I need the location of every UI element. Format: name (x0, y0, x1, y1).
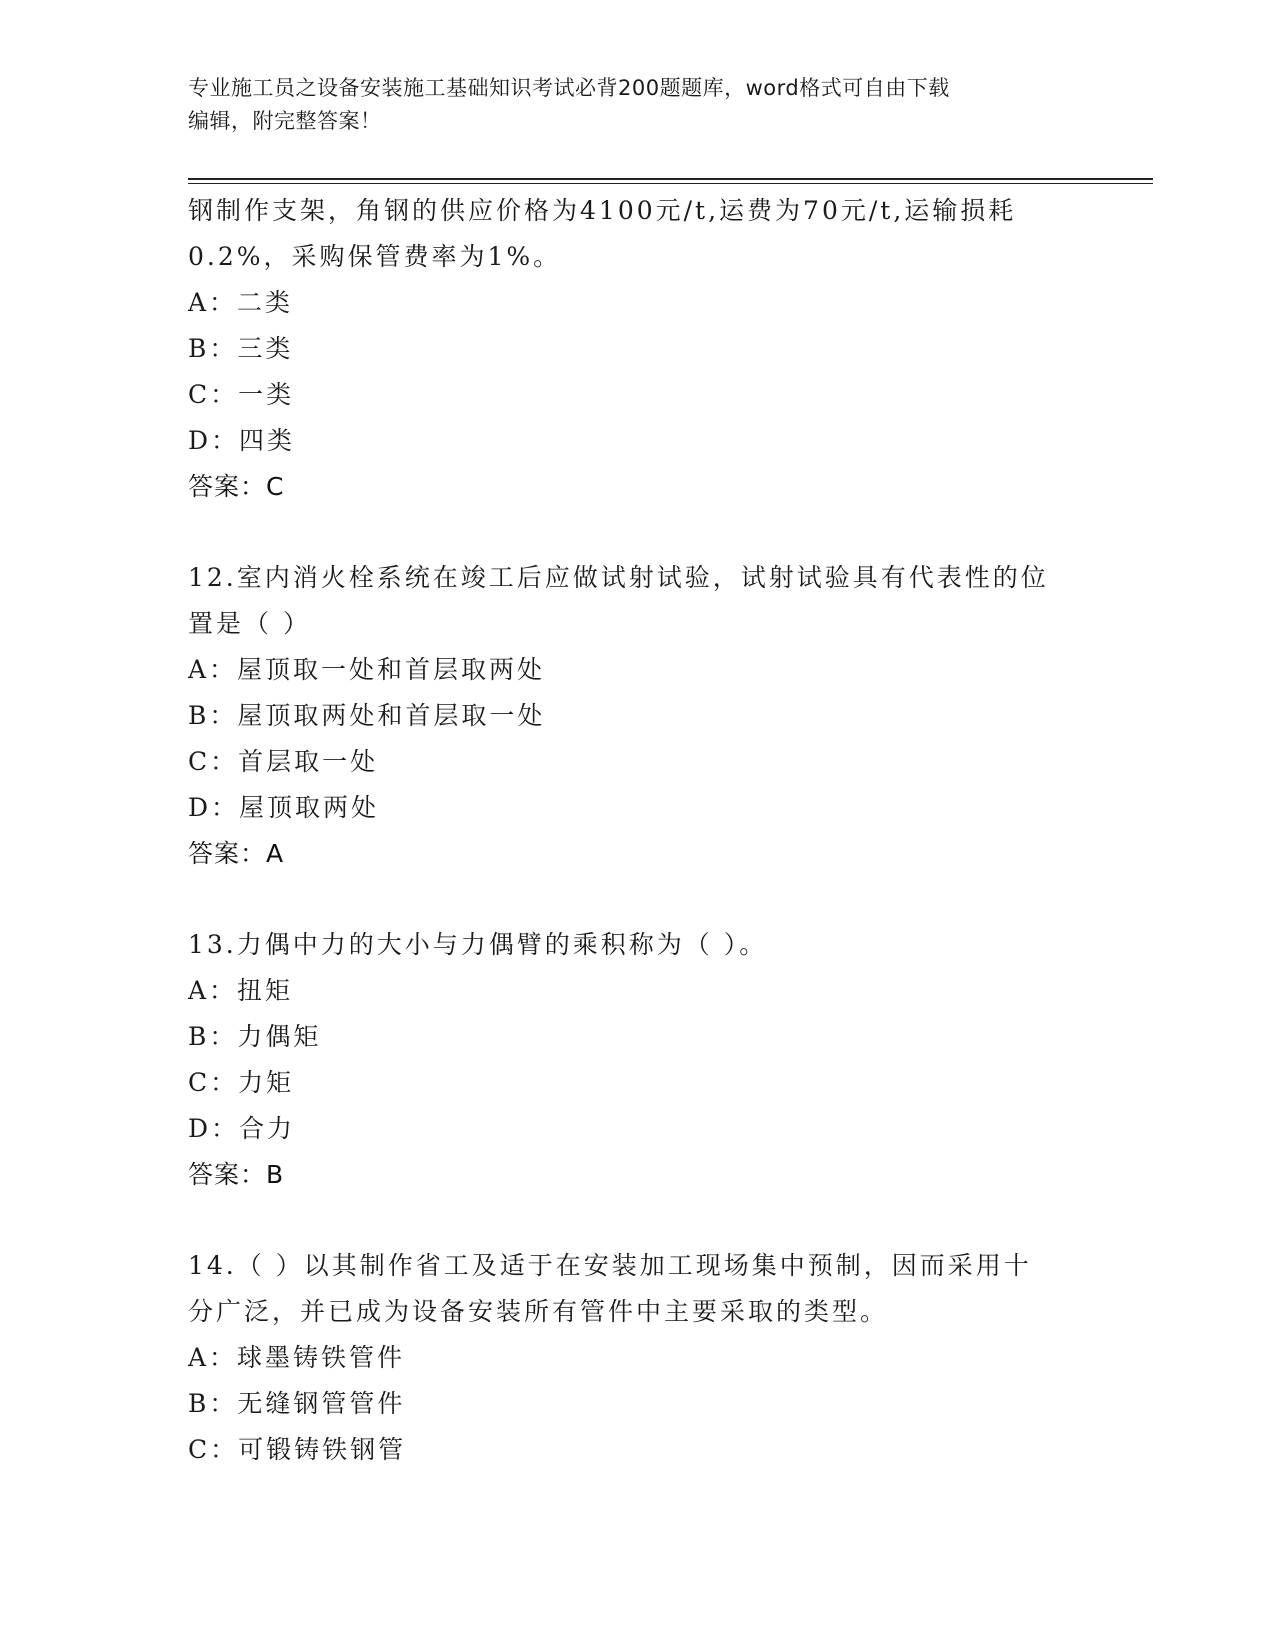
question-13 (188, 922, 1088, 1198)
option-d: D：屋顶取两处 (188, 793, 380, 822)
option-d: D：合力 (188, 1114, 296, 1143)
option-a: A：屋顶取一处和首层取两处 (188, 655, 546, 684)
question-14 (188, 1243, 1088, 1473)
option-d: D：四类 (188, 426, 296, 455)
answer-label: 答案：B (188, 1160, 285, 1189)
option-b: B：屋顶取两处和首层取一处 (188, 701, 546, 730)
question-text-line: 12.室内消火栓系统在竣工后应做试射试验，试射试验具有代表性的位 (188, 563, 1049, 592)
option-c: C：首层取一处 (188, 747, 379, 776)
spacer (188, 1198, 1088, 1243)
question-text-line: 分广泛，并已成为设备安装所有管件中主要采取的类型。 (188, 1297, 889, 1326)
option-c: C：一类 (188, 380, 295, 409)
question-text-line: 钢制作支架，角钢的供应价格为4100元/t,运费为70元/t,运输损耗 (188, 196, 1017, 225)
option-b: B：力偶矩 (188, 1022, 322, 1051)
option-b: B：无缝钢管管件 (188, 1389, 406, 1418)
header-divider-thin (188, 183, 1153, 184)
option-a: A：二类 (188, 288, 294, 317)
option-a: A：球墨铸铁管件 (188, 1343, 406, 1372)
answer-label: 答案：C (188, 472, 285, 501)
option-c: C：力矩 (188, 1068, 295, 1097)
option-b: B：三类 (188, 334, 294, 363)
question-text-line: 13.力偶中力的大小与力偶臂的乘积称为（ ）。 (188, 930, 768, 959)
document-header (188, 72, 1088, 138)
header-line-2: 编辑，附完整答案！ (188, 109, 382, 133)
option-a: A：扭矩 (188, 976, 294, 1005)
question-11-continuation (188, 188, 1088, 510)
header-line-1: 专业施工员之设备安装施工基础知识考试必背200题题库，word格式可自由下载 (188, 76, 950, 100)
document-body (188, 188, 1088, 1473)
question-12 (188, 555, 1088, 877)
header-divider-thick (188, 178, 1153, 180)
question-text-line: 14.（ ）以其制作省工及适于在安装加工现场集中预制，因而采用十 (188, 1251, 1032, 1280)
spacer (188, 510, 1088, 555)
answer-label: 答案：A (188, 839, 285, 868)
spacer (188, 877, 1088, 922)
question-text-line: 置是（ ） (188, 609, 311, 638)
question-text-line: 0.2%，采购保管费率为1%。 (188, 242, 562, 271)
option-c: C：可锻铸铁钢管 (188, 1435, 407, 1464)
